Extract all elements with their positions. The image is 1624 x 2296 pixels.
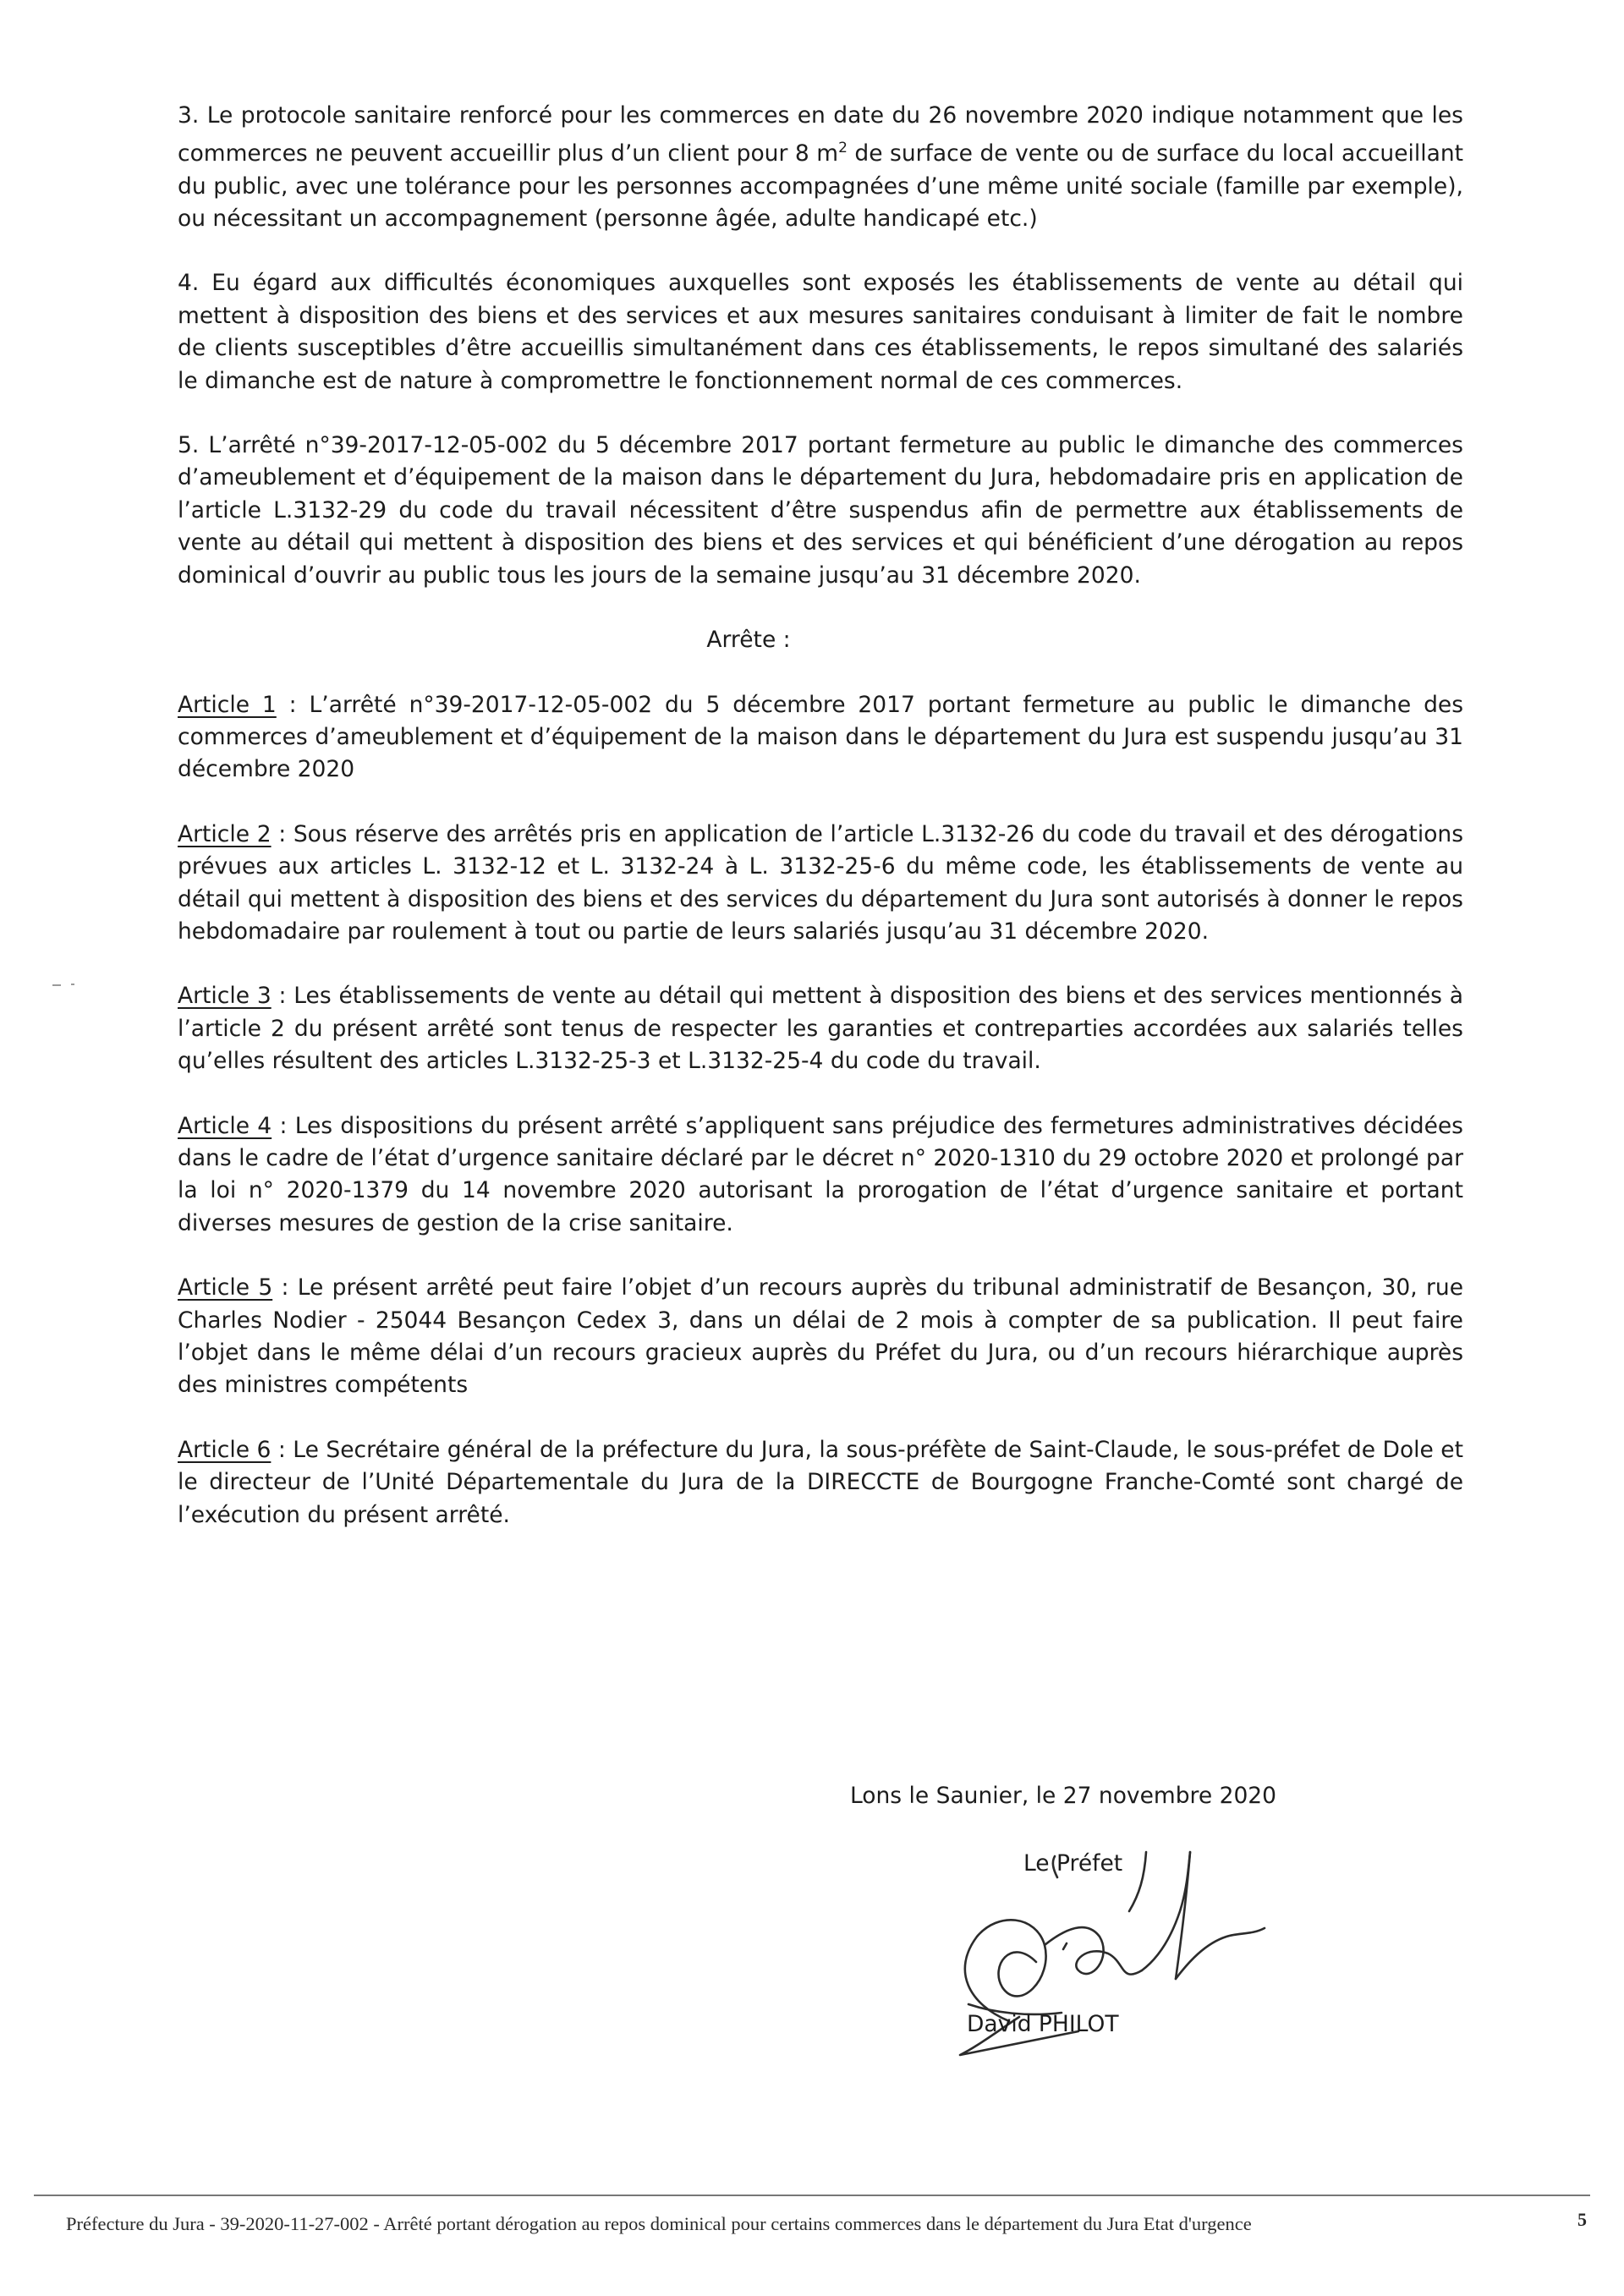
consideration-5: 5. L’arrêté n°39-2017-12-05-002 du 5 décembre 2017 portant fermeture au public le dimanche des commerces d’ameublement et d’équipement de la maison dans le département du Jura, hebdomadaire pris en application de l’article L.3132-29 du code du travail nécessitent d’être suspendus afin de permettre aux établissements de vente au détail qui mettent à disposition des biens et des services et qui bénéficient d’une dérogation au repos dominical d’ouvrir au public tous les jours de la semaine jusqu’au 31 décembre 2020. xyxy=(178,432,1463,589)
consideration-3-text-a: 3. Le protocole sanitaire renforcé pour les commerces en date du 26 novembre 2020 indique notamment que les commerces ne peuvent accueillir plus d’un client pour 8 m xyxy=(178,102,1463,167)
place-and-date: Lons le Saunier, le 27 novembre 2020 xyxy=(850,1783,1277,1809)
consideration-4: 4. Eu égard aux difficultés économiques auxquelles sont exposés les établissements de vente au détail qui mettent à disposition des biens et des services et aux mesures sanitaires conduisant à limiter de fait le nombre de clients susceptibles d’être accueillis simultanément dans ces établissements, le repos simultané des salariés le dimanche est de nature à compromettre le fonctionnement normal de ces commerces. xyxy=(178,270,1463,394)
consideration-3-text-b: de surface de vente ou de surface du local accueillant du public, avec une tolérance pour les personnes accompagnées d’une même unité sociale (famille par exemple), ou nécessitant un accompagnement (personne âgée, adulte handicapé etc.) xyxy=(178,140,1464,233)
article-6-text: : Le Secrétaire général de la préfecture du Jura, la sous-préfète de Saint-Claude, le sous-préfet de Dole et le directeur de l’Unité Départementale du Jura de la DIRECCTE de Bourgogne Franche-Comté sont chargé de l’exécution du présent arrêté. xyxy=(178,1436,1464,1528)
article-2-label: Article 2 xyxy=(178,820,272,847)
article-2-text: : Sous réserve des arrêtés pris en application de l’article L.3132-26 du code du travail et des dérogations prévues aux articles L. 3132-12 et L. 3132-24 à L. 3132-25-6 du même code, les établissements de vente au détail qui mettent à disposition des biens et des services du département du Jura sont autorisés à donner le repos hebdomadaire par roulement à tout ou partie de leurs salariés jusqu’au 31 décembre 2020. xyxy=(178,820,1464,945)
arrete-heading: Arrête : xyxy=(706,627,791,654)
scan-artifact xyxy=(52,983,81,988)
article-4-label: Article 4 xyxy=(178,1112,272,1139)
page-number: 5 xyxy=(1577,2209,1587,2230)
signatory-name: David PHILOT xyxy=(967,2011,1119,2037)
article-3-text: : Les établissements de vente au détail qui mettent à disposition des biens et des services mentionnés à l’article 2 du présent arrêté sont tenus de respecter les garanties et contreparties accordées aux salariés telles qu’elles résultent des articles L.3132-25-3 et L.3132-25-4 du code du travail. xyxy=(178,983,1463,1075)
article-5 xyxy=(178,1272,1463,1402)
article-1 xyxy=(178,689,1463,786)
document-body xyxy=(178,100,1463,1564)
article-6-label: Article 6 xyxy=(178,1436,272,1463)
footer-rule xyxy=(34,2195,1590,2196)
signatory-title: Le Préfet xyxy=(1023,1850,1123,1877)
article-3 xyxy=(178,980,1463,1077)
consideration-3-superscript: 2 xyxy=(838,140,848,157)
article-5-label: Article 5 xyxy=(178,1274,273,1301)
consideration-3 xyxy=(178,100,1463,235)
article-3-label: Article 3 xyxy=(178,983,272,1010)
article-5-text: : Le présent arrêté peut faire l’objet d’un recours auprès du tribunal administratif de Besançon, 30, rue Charles Nodier - 25044 Besançon Cedex 3, dans un délai de 2 mois à compter de sa publication. Il peut faire l’objet dans le même délai d’un recours gracieux auprès du Préfet du Jura, ou d’un recours hiérarchique auprès des ministres compétents xyxy=(178,1274,1464,1399)
article-6 xyxy=(178,1434,1463,1532)
footer-reference: Préfecture du Jura - 39-2020-11-27-002 - Arrêté portant dérogation au repos dominical pour certains commerces dans le département du Jura Etat d'urgence xyxy=(66,2213,1252,2234)
article-1-text: : L’arrêté n°39-2017-12-05-002 du 5 décembre 2017 portant fermeture au public le dimanche des commerces d’ameublement et d’équipement de la maison dans le département du Jura est suspendu jusqu’au 31 décembre 2020 xyxy=(178,691,1463,783)
article-1-label: Article 1 xyxy=(178,691,277,718)
article-4 xyxy=(178,1110,1463,1241)
article-2 xyxy=(178,819,1463,949)
article-4-text: : Les dispositions du présent arrêté s’appliquent sans préjudice des fermetures administratives décidées dans le cadre de l’état d’urgence sanitaire déclaré par le décret n° 2020-1310 du 29 octobre 2020 et prolongé par la loi n° 2020-1379 du 14 novembre 2020 autorisant la prorogation de l’état d’urgence sanitaire et portant diverses mesures de gestion de la crise sanitaire. xyxy=(178,1112,1463,1236)
